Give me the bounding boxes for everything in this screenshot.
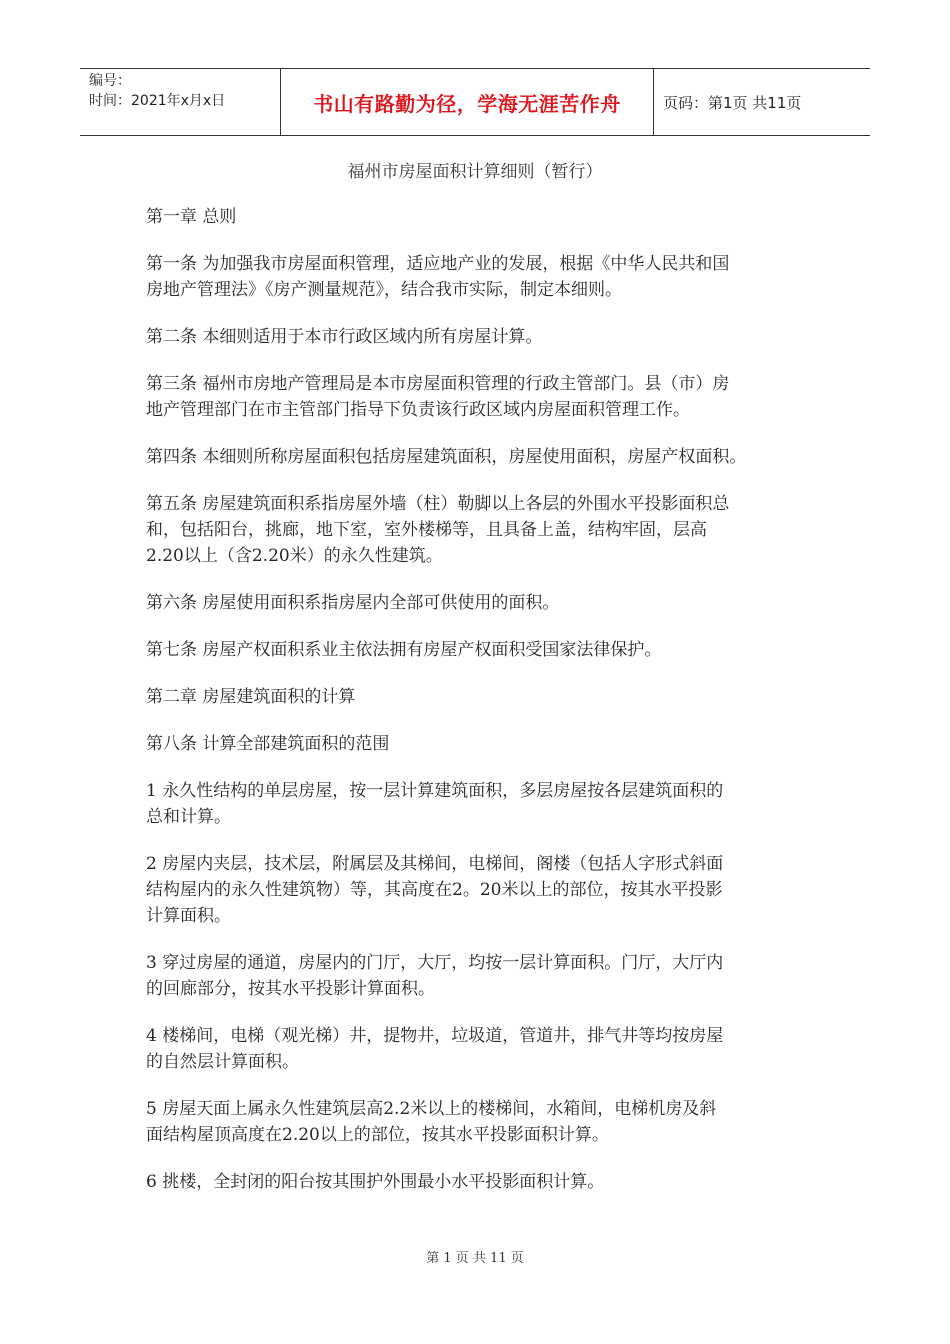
body-paragraph <box>146 731 836 757</box>
body-paragraph <box>146 1023 836 1075</box>
paragraph-line: 房地产管理法》《房产测量规范》，结合我市实际，制定本细则。 <box>146 280 622 300</box>
body-paragraph <box>146 324 836 350</box>
paragraph-line: 3 穿过房屋的通道，房屋内的门厅，大厅，均按一层计算面积。门厅，大厅内 <box>146 953 724 973</box>
paragraph-line: 5 房屋天面上属永久性建筑层高2.2米以上的楼梯间，水箱间，电梯机房及斜 <box>146 1099 717 1119</box>
date-label: 时间：2021年x月x日 <box>89 93 226 109</box>
paragraph-line: 第三条 福州市房地产管理局是本市房屋面积管理的行政主管部门。县（市）房 <box>146 374 730 394</box>
paragraph-line: 的自然层计算面积。 <box>146 1052 299 1072</box>
paragraph-line: 2 房屋内夹层，技术层，附属层及其梯间，电梯间，阁楼（包括人字形式斜面 <box>146 854 724 874</box>
body-paragraph <box>146 637 836 663</box>
body-paragraph <box>146 204 836 230</box>
paragraph-line: 第二条 本细则适用于本市行政区域内所有房屋计算。 <box>146 327 543 347</box>
paragraph-line: 2.20以上（含2.20米）的永久性建筑。 <box>146 546 443 566</box>
paragraph-line: 第八条 计算全部建筑面积的范围 <box>146 734 390 754</box>
header-meta-cell <box>80 69 281 135</box>
document-body <box>146 204 836 1216</box>
body-paragraph <box>146 684 836 710</box>
body-paragraph <box>146 950 836 1002</box>
paragraph-line: 第一章 总则 <box>146 207 237 227</box>
paragraph-line: 总和计算。 <box>146 807 231 827</box>
paragraph-line: 第五条 房屋建筑面积系指房屋外墙（柱）勒脚以上各层的外围水平投影面积总 <box>146 494 730 514</box>
body-paragraph <box>146 444 836 470</box>
paragraph-line: 4 楼梯间，电梯（观光梯）井，提物井，垃圾道，管道井，排气井等均按房屋 <box>146 1026 724 1046</box>
paragraph-line: 6 挑楼，全封闭的阳台按其围护外围最小水平投影面积计算。 <box>146 1172 605 1192</box>
paragraph-line: 和，包括阳台，挑廊，地下室，室外楼梯等，且具备上盖，结构牢固，层高 <box>146 520 707 540</box>
paragraph-line: 计算面积。 <box>146 906 231 926</box>
paragraph-line: 第一条 为加强我市房屋面积管理，适应地产业的发展，根据《中华人民共和国 <box>146 254 730 274</box>
body-paragraph <box>146 491 836 569</box>
paragraph-line: 的回廊部分，按其水平投影计算面积。 <box>146 979 435 999</box>
body-paragraph <box>146 851 836 929</box>
paragraph-line: 1 永久性结构的单层房屋，按一层计算建筑面积，多层房屋按各层建筑面积的 <box>146 781 724 801</box>
paragraph-line: 第七条 房屋产权面积系业主依法拥有房屋产权面积受国家法律保护。 <box>146 640 662 660</box>
document-header <box>80 68 870 136</box>
serial-number-label: 编号： <box>89 73 131 89</box>
paragraph-line: 面结构屋顶高度在2.20以上的部位，按其水平投影面积计算。 <box>146 1125 609 1145</box>
body-paragraph <box>146 251 836 303</box>
header-motto: 书山有路勤为径，学海无涯苦作舟 <box>281 69 654 135</box>
paragraph-line: 第四条 本细则所称房屋面积包括房屋建筑面积，房屋使用面积，房屋产权面积。 <box>146 447 747 467</box>
paragraph-line: 地产管理部门在市主管部门指导下负责该行政区域内房屋面积管理工作。 <box>146 400 690 420</box>
body-paragraph <box>146 1096 836 1148</box>
page-footer: 第 1 页 共 11 页 <box>426 1251 524 1266</box>
paragraph-line: 第六条 房屋使用面积系指房屋内全部可供使用的面积。 <box>146 593 560 613</box>
paragraph-line: 第二章 房屋建筑面积的计算 <box>146 687 356 707</box>
body-paragraph <box>146 590 836 616</box>
body-paragraph <box>146 1169 836 1195</box>
paragraph-line: 结构屋内的永久性建筑物）等，其高度在2。20米以上的部位，按其水平投影 <box>146 880 723 900</box>
body-paragraph <box>146 371 836 423</box>
document-title: 福州市房屋面积计算细则（暂行） <box>347 162 603 182</box>
header-page-info: 页码：第1页 共11页 <box>663 93 802 112</box>
body-paragraph <box>146 778 836 830</box>
